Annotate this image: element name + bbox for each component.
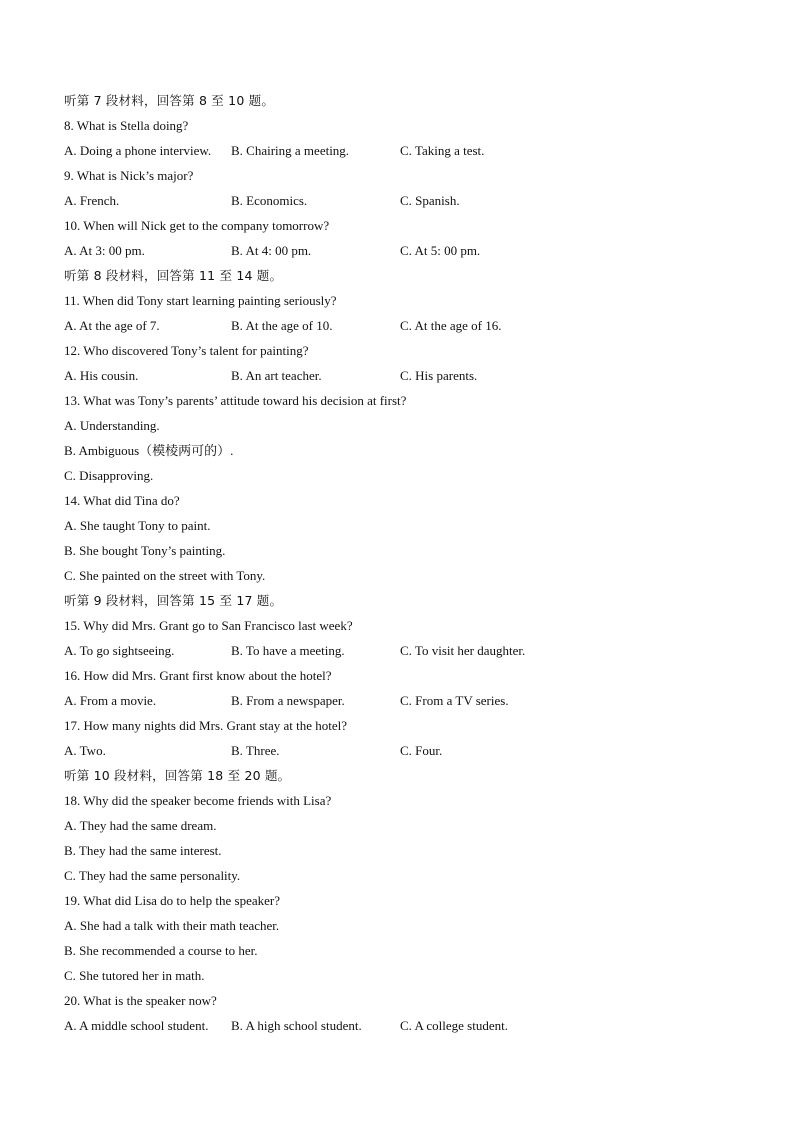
answer-option: B. She bought Tony’s painting.	[64, 543, 226, 558]
exam-page	[64, 88, 744, 1038]
question-stem: 13. What was Tony’s parents’ attitude toward his decision at first?	[64, 393, 407, 408]
answer-option: C. She painted on the street with Tony.	[64, 568, 266, 583]
question-stem: 16. How did Mrs. Grant first know about the hotel?	[64, 668, 332, 683]
answer-option: C. Four.	[400, 743, 443, 758]
answer-option: B. Chairing a meeting.	[231, 143, 350, 158]
answer-option: A. At 3: 00 pm.	[64, 243, 145, 258]
options-row	[64, 188, 744, 213]
answer-option: A. At the age of 7.	[64, 318, 160, 333]
question-stem: 8. What is Stella doing?	[64, 118, 189, 133]
section-heading: 听第 9 段材料，回答第 15 至 17 题。	[64, 593, 283, 608]
question-stem: 19. What did Lisa do to help the speaker?	[64, 893, 281, 908]
answer-option: B. They had the same interest.	[64, 843, 222, 858]
answer-option: C. At the age of 16.	[400, 318, 502, 333]
options-row	[64, 138, 744, 163]
answer-option: C. At 5: 00 pm.	[400, 243, 481, 258]
answer-option: B. A high school student.	[231, 1018, 362, 1033]
answer-option: C. Spanish.	[400, 193, 460, 208]
answer-option: B. An art teacher.	[231, 368, 322, 383]
options-row	[64, 738, 744, 763]
options-row	[64, 313, 744, 338]
question-stem: 18. Why did the speaker become friends with Lisa?	[64, 793, 332, 808]
section-heading: 听第 7 段材料，回答第 8 至 10 题。	[64, 93, 275, 108]
options-row	[64, 363, 744, 388]
answer-option: B. She recommended a course to her.	[64, 943, 258, 958]
answer-option: A. She taught Tony to paint.	[64, 518, 211, 533]
options-row	[64, 688, 744, 713]
answer-option: A. They had the same dream.	[64, 818, 217, 833]
answer-option: C. From a TV series.	[400, 693, 509, 708]
options-row	[64, 238, 744, 263]
answer-option: C. To visit her daughter.	[400, 643, 526, 658]
question-stem: 9. What is Nick’s major?	[64, 168, 194, 183]
answer-option: A. Doing a phone interview.	[64, 143, 212, 158]
options-row	[64, 1013, 744, 1038]
answer-option: C. Disapproving.	[64, 468, 154, 483]
answer-option: A. French.	[64, 193, 120, 208]
answer-option: B. From a newspaper.	[231, 693, 345, 708]
answer-option: A. To go sightseeing.	[64, 643, 175, 658]
section-heading: 听第 8 段材料，回答第 11 至 14 题。	[64, 268, 283, 283]
section-heading: 听第 10 段材料，回答第 18 至 20 题。	[64, 768, 291, 783]
answer-option: A. She had a talk with their math teacher.	[64, 918, 280, 933]
answer-option: C. His parents.	[400, 368, 478, 383]
answer-option: B. Economics.	[231, 193, 308, 208]
question-stem: 17. How many nights did Mrs. Grant stay at the hotel?	[64, 718, 348, 733]
options-row	[64, 638, 744, 663]
question-stem: 20. What is the speaker now?	[64, 993, 217, 1008]
answer-option: A. Two.	[64, 743, 106, 758]
answer-option: B. At the age of 10.	[231, 318, 333, 333]
answer-option: C. They had the same personality.	[64, 868, 241, 883]
answer-option: A. His cousin.	[64, 368, 139, 383]
answer-option: A. From a movie.	[64, 693, 157, 708]
question-stem: 10. When will Nick get to the company tomorrow?	[64, 218, 330, 233]
answer-option: A. A middle school student.	[64, 1018, 209, 1033]
answer-option: C. Taking a test.	[400, 143, 485, 158]
answer-option: B. To have a meeting.	[231, 643, 345, 658]
answer-option: C. A college student.	[400, 1018, 508, 1033]
question-stem: 12. Who discovered Tony’s talent for painting?	[64, 343, 309, 358]
question-stem: 11. When did Tony start learning painting seriously?	[64, 293, 337, 308]
question-stem: 14. What did Tina do?	[64, 493, 180, 508]
answer-option: B. Three.	[231, 743, 280, 758]
answer-option: B. At 4: 00 pm.	[231, 243, 312, 258]
question-stem: 15. Why did Mrs. Grant go to San Francisco last week?	[64, 618, 353, 633]
answer-option: B. Ambiguous（模棱两可的）.	[64, 443, 234, 458]
answer-option: C. She tutored her in math.	[64, 968, 205, 983]
answer-option: A. Understanding.	[64, 418, 160, 433]
